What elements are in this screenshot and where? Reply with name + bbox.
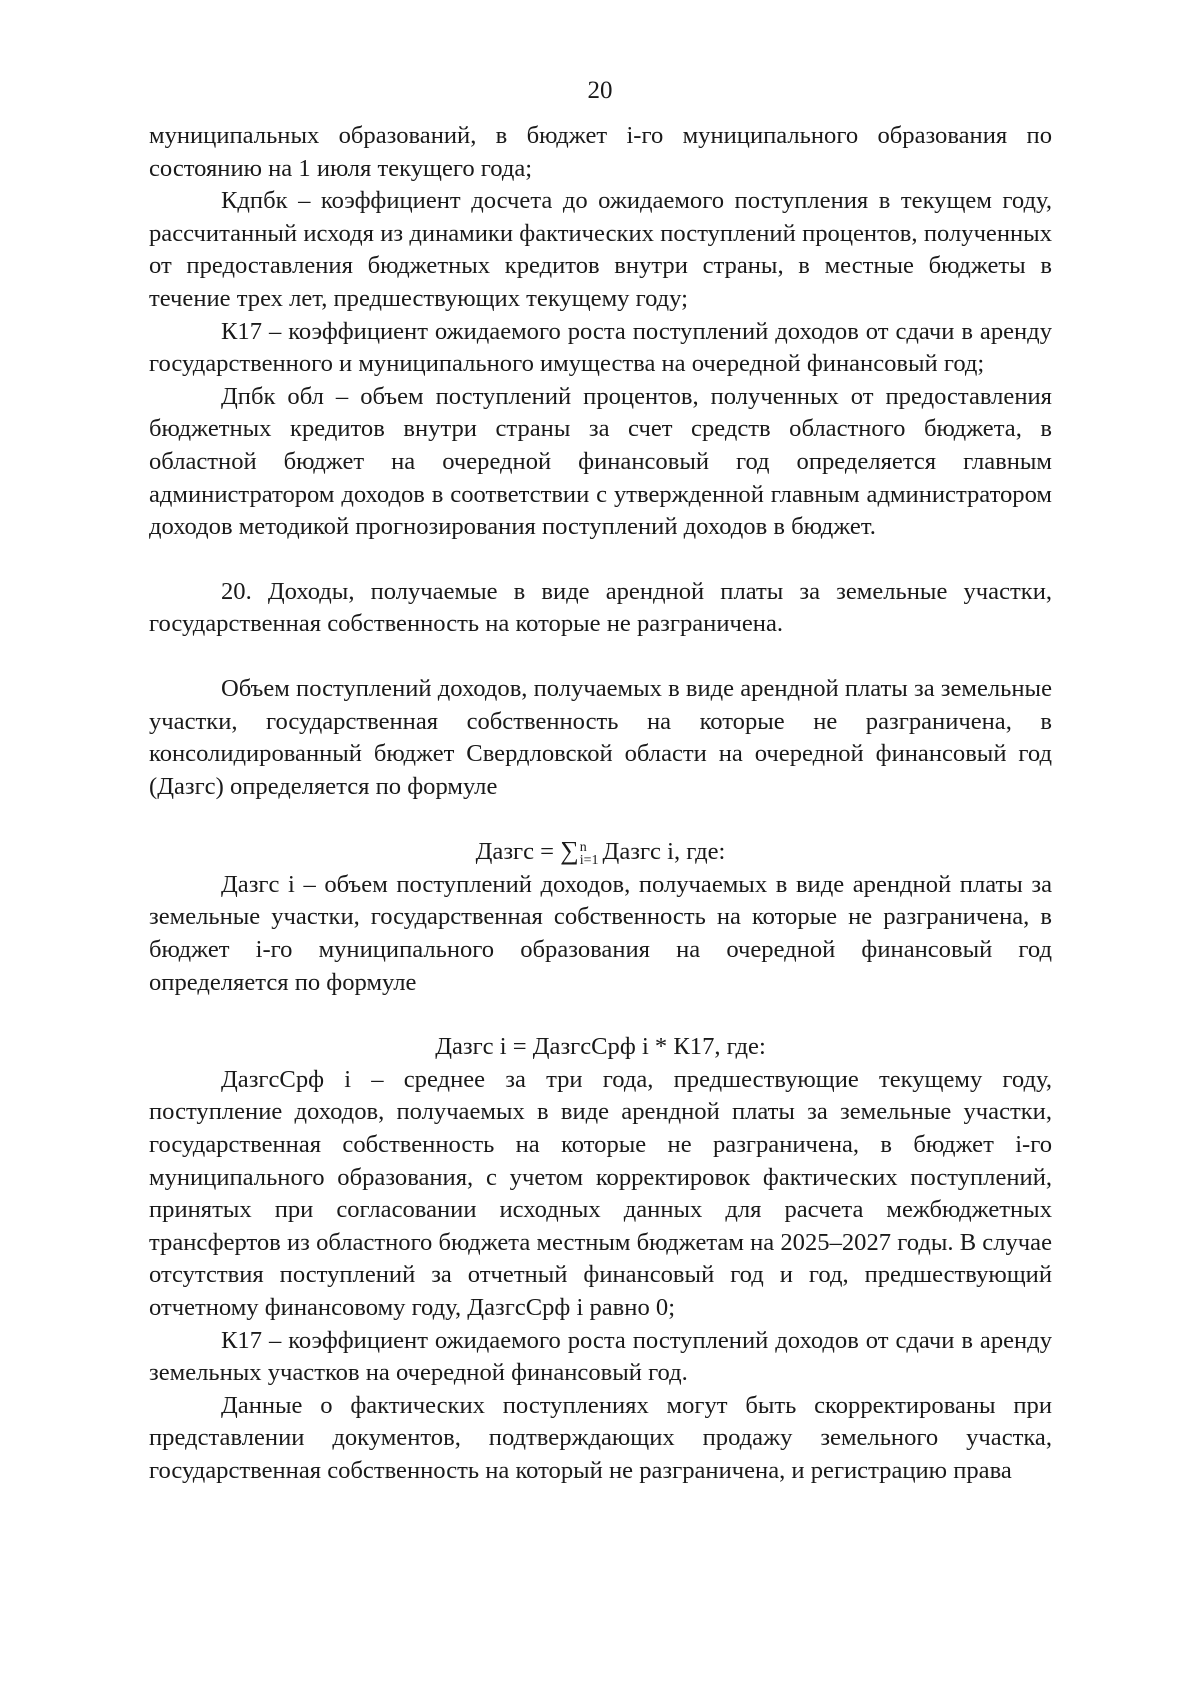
- paragraph: Дпбк обл – объем поступлений процентов, полученных от предоставления бюджетных кредитов внутри страны за счет средств областного бюджета, в областной бюджет на очередной финансовый год определяется главным администратором доходов в соответствии с утвержденной главным администратором доходов методикой прогнозирования поступлений доходов в бюджет.: [149, 382, 1052, 541]
- sum-upper-limit: n: [579, 839, 587, 855]
- paragraph: Кдпбк – коэффициент досчета до ожидаемого поступления в текущем году, рассчитанный исходя из динамики фактических поступлений процентов, полученных от предоставления бюджетных кредитов внутри страны, в местные бюджеты в течение трех лет, предшествующих текущему году;: [149, 187, 1052, 312]
- paragraph: муниципальных образований, в бюджет i-го муниципального образования по состоянию на 1 июля текущего года;: [149, 122, 1052, 182]
- sum-symbol: ∑: [560, 836, 579, 866]
- paragraph: К17 – коэффициент ожидаемого роста поступлений доходов от сдачи в аренду государственного и муниципального имущества на очередной финансовый год;: [149, 317, 1052, 378]
- paragraph: Дазгс i – объем поступлений доходов, получаемых в виде арендной платы за земельные участки, государственная собственность на которые не разграничена, в бюджет i-го муниципального образования на очередной финансовый год определяется по формуле: [149, 870, 1052, 996]
- page-number: 20: [587, 77, 613, 104]
- formula-lhs: Дазгс =: [475, 838, 561, 866]
- formula-sum: [149, 835, 1052, 869]
- formula-rhs: Дазгс i, где:: [602, 838, 726, 866]
- sum-limits: [580, 841, 599, 867]
- paragraph: Данные о фактических поступлениях могут быть скорректированы при представлении документов, подтверждающих продажу земельного участка, государственная собственность на который не разграничена, и регистрацию права: [149, 1391, 1052, 1484]
- paragraph: Объем поступлений доходов, получаемых в виде арендной платы за земельные участки, государственная собственность на которые не разграничена, в консолидированный бюджет Свердловской области на очередной финансовый год (Дазгс) определяется по формуле: [149, 674, 1052, 800]
- page-content: [149, 120, 1052, 1488]
- sum-lower-limit: i=1: [579, 852, 599, 868]
- section-heading: 20. Доходы, получаемые в виде арендной платы за земельные участки, государственная собственность на которые не разграничена.: [149, 577, 1052, 638]
- formula-product: Дазгс i = ДазгсСрф i * К17, где:: [435, 1033, 766, 1061]
- paragraph: ДазгсСрф i – среднее за три года, предшествующие текущему году, поступление доходов, получаемых в виде арендной платы за земельные участки, государственная собственность на которые не разграничена, в бюджет i-го муниципального образования, с учетом корректировок фактических поступлений, принятых при согласовании исходных данных для расчета межбюджетных трансфертов из областного бюджета местным бюджетам на 2025–2027 годы. В случае отсутствия поступлений за отчетный финансовый год и год, предшествующий отчетному финансовому году, ДазгсСрф i равно 0;: [149, 1065, 1052, 1321]
- paragraph: К17 – коэффициент ожидаемого роста поступлений доходов от сдачи в аренду земельных участков на очередной финансовый год.: [149, 1326, 1052, 1387]
